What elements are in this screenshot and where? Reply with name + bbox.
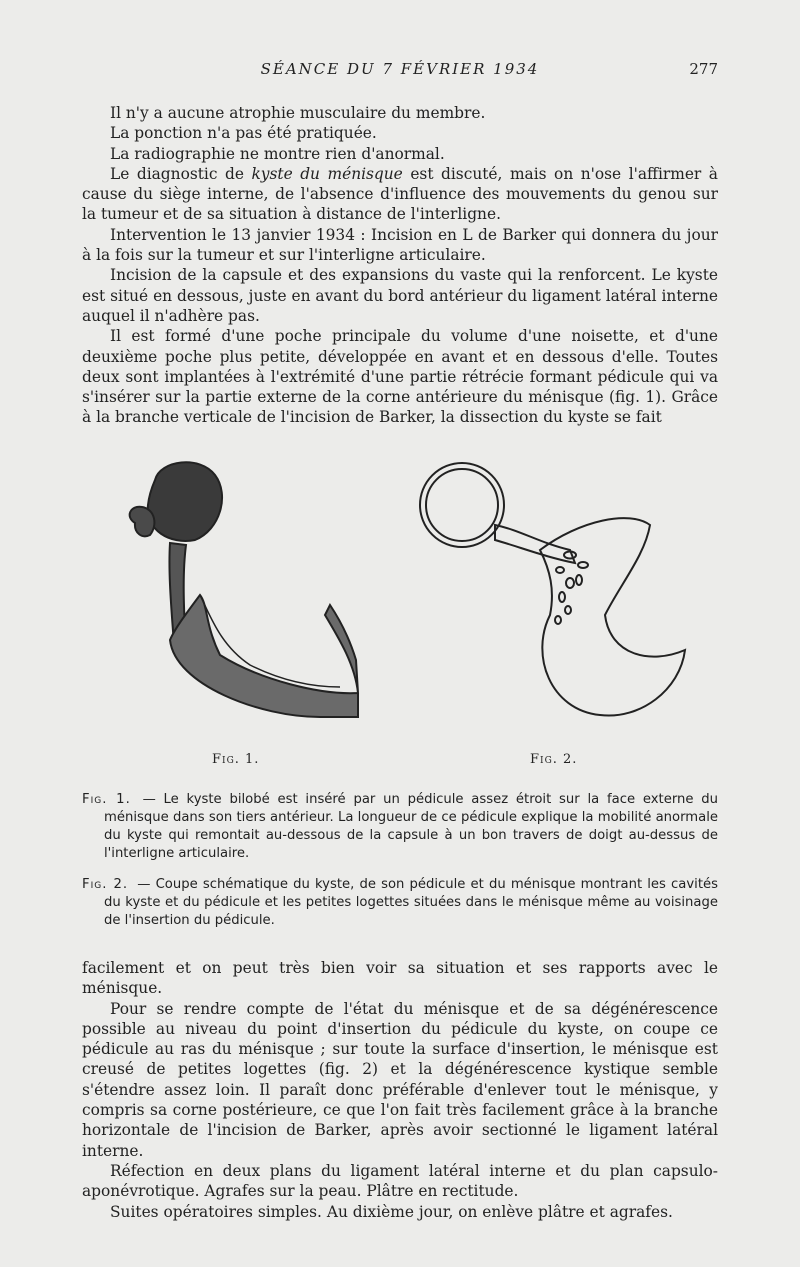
lodge-cavity — [565, 606, 571, 614]
paragraph: Incision de la capsule et des expansions du vaste qui la renforcent. Le kyste est situé en dessous, juste en avant du bord antérieur du ligament latéral interne auquel il n'adhère pas. — [82, 266, 718, 325]
figure-2-drawing — [420, 463, 685, 716]
figure-captions — [82, 791, 718, 943]
lodge-cavity — [576, 575, 582, 585]
text-run: est discuté, mais on n'ose l'affirmer à cause du siège interne, de l'absence d'influence des mouvements du genou sur la tumeur et de sa situation à distance de l'interligne. — [82, 164, 718, 224]
text-run: Le diagnostic de — [110, 164, 252, 183]
paragraph: Intervention le 13 janvier 1934 : Incision en L de Barker qui donnera du jour à la fois sur la tumeur et sur l'interligne articulaire. — [82, 225, 718, 265]
page-header — [82, 60, 718, 84]
caption-text: — Le kyste bilobé est inséré par un pédicule assez étroit sur la face externe du ménisque dans son tiers antérieur. La longueur de ce pédicule explique la mobilité anormale du kyste qui remontait au-dessous de la capsule à un bon travers de doigt au-dessus de l'interligne articulaire. — [104, 792, 718, 861]
caption-text: — Coupe schématique du kyste, de son pédicule et du ménisque montrant les cavités du kyste et du pédicule et les petites logettes situées dans le ménisque même au voisinage de l'insertion du pédicule. — [104, 877, 718, 928]
page-number: 277 — [689, 60, 718, 78]
figure-1-drawing — [130, 462, 358, 717]
body-text-bottom — [82, 958, 718, 1222]
paragraph — [82, 164, 718, 225]
lodge-cavity — [555, 616, 561, 624]
lodge-cavity — [566, 578, 574, 588]
paragraph: La ponction n'a pas été pratiquée. — [110, 124, 377, 143]
italic-term: kyste du ménisque — [251, 164, 403, 183]
paragraph: La radiographie ne montre rien d'anormal. — [110, 144, 445, 163]
figure-1-label: Fig. 1. — [212, 752, 260, 767]
paragraph: Réfection en deux plans du ligament latéral interne et du plan capsulo-aponévrotique. Agrafes sur la peau. Plâtre en rectitude. — [82, 1161, 718, 1201]
figures — [100, 455, 700, 745]
pedicle-section — [495, 525, 575, 563]
paragraph: Pour se rendre compte de l'état du ménisque et de sa dégénérescence possible au niveau du point d'insertion du pédicule du kyste, on coupe ce pédicule au ras du ménisque ; sur toute la surface d'insertion, le ménisque est creusé de petites logettes (fig. 2) et la dégénérescence kystique semble s'étendre assez loin. Il paraît donc préférable d'enlever tout le ménisque, y compris sa corne postérieure, ce que l'on fait très facilement grâce à la branche horizontale de l'incision de Barker, après avoir sectionné le ligament latéral interne. — [82, 999, 718, 1160]
figure-2-label: Fig. 2. — [530, 752, 578, 767]
caption-figure-1 — [82, 791, 718, 863]
paragraph: Il n'y a aucune atrophie musculaire du membre. — [110, 104, 486, 122]
caption-number: Fig. 1. — [82, 792, 131, 807]
body-text-top — [82, 103, 718, 428]
paragraph: facilement et on peut très bien voir sa situation et ses rapports avec le ménisque. — [82, 959, 718, 998]
caption-number: Fig. 2. — [82, 877, 129, 892]
caption-figure-2 — [82, 876, 718, 930]
cyst-main-lobe — [148, 462, 222, 541]
figure-illustrations — [100, 455, 700, 745]
running-title: SÉANCE DU 7 FÉVRIER 1934 — [260, 60, 540, 78]
paragraph: Suites opératoires simples. Au dixième jour, on enlève plâtre et agrafes. — [110, 1202, 673, 1221]
meniscus — [170, 595, 358, 717]
cyst-section-outer — [420, 463, 504, 547]
lodge-cavity — [578, 562, 588, 568]
lodge-cavity — [559, 592, 565, 602]
lodge-cavity — [556, 567, 564, 573]
cyst-section-inner — [426, 469, 498, 541]
paragraph: Il est formé d'une poche principale du volume d'une noisette, et d'une deuxième poche plus petite, développée en avant et en dessous d'elle. Toutes deux sont implantées à l'extrémité d'une partie rétrécie formant pédicule qui va s'insérer sur la partie externe de la corne antérieure du ménisque (fig. 1). Grâce à la branche verticale de l'incision de Barker, la dissection du kyste se fait — [82, 327, 718, 427]
cyst-small-lobe — [130, 507, 155, 536]
